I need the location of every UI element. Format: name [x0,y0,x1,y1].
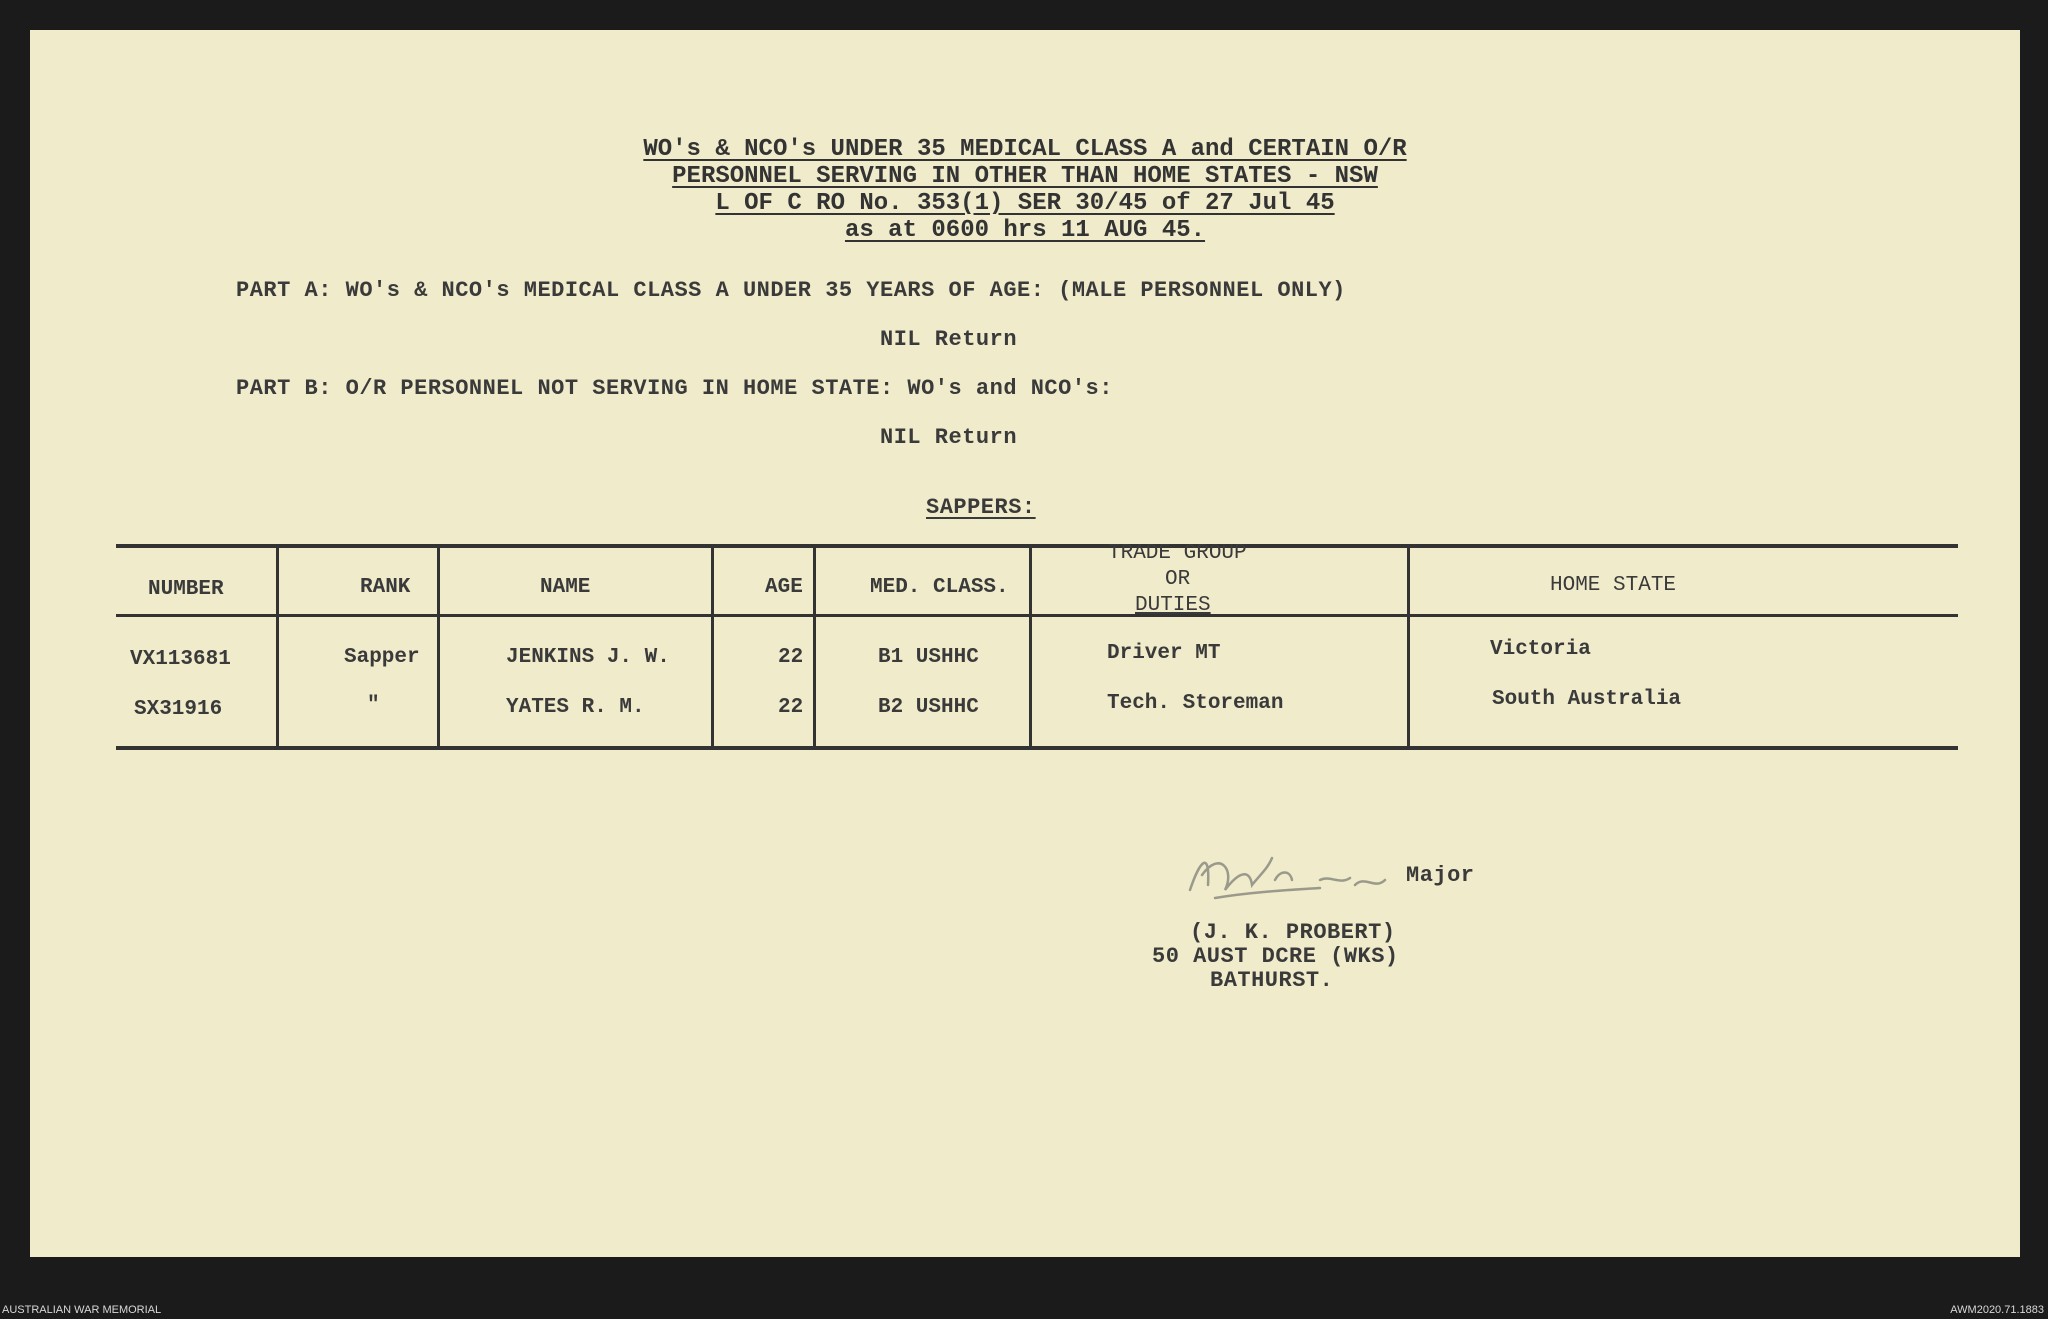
header-rank: RANK [360,576,411,599]
column-divider [711,548,714,748]
signature-name: (J. K. PROBERT) [1190,920,1396,945]
cell-trade: Tech. Storeman [1107,692,1284,715]
header-name: NAME [540,576,591,599]
table-bottom-rule [116,746,1958,750]
document-page [30,30,2020,1257]
cell-trade: Driver MT [1107,642,1221,665]
cell-name: JENKINS J. W. [506,646,670,669]
header-number: NUMBER [148,578,224,601]
section-title: SAPPERS: [926,495,1036,520]
cell-rank: " [367,694,380,717]
cell-home-state: South Australia [1492,688,1682,711]
column-divider [1029,548,1032,748]
part-a-label: PART A: WO's & NCO's MEDICAL CLASS A UNDER 35 YEARS OF AGE: (MALE PERSONNEL ONLY) [236,278,1346,303]
title-line-4: as at 0600 hrs 11 AUG 45. [844,217,1206,244]
table-header-rule [116,614,1958,617]
column-divider [1407,548,1410,748]
cell-home-state: Victoria [1490,638,1591,661]
footer-archive-name: AUSTRALIAN WAR MEMORIAL [2,1304,162,1316]
header-duties: DUTIES [1135,594,1211,617]
column-divider [813,548,816,748]
handwritten-signature [1180,830,1440,920]
title-line-2: PERSONNEL SERVING IN OTHER THAN HOME STATES - NSW [672,163,1378,190]
part-b-result: NIL Return [880,425,1018,450]
part-a-result: NIL Return [880,327,1018,352]
header-med-class: MED. CLASS. [870,576,1009,599]
part-b-label: PART B: O/R PERSONNEL NOT SERVING IN HOME STATE: WO's and NCO's: [236,376,1113,401]
header-home-state: HOME STATE [1550,574,1677,597]
cell-rank: Sapper [344,646,420,669]
column-divider [276,548,279,748]
cell-med-class: B2 USHHC [878,696,979,719]
header-trade-group: TRADE GROUP [1108,542,1247,565]
cell-age: 22 [778,646,804,669]
footer-accession-number: AWM2020.71.1883 [1950,1304,2044,1316]
signature-place: BATHURST. [1210,968,1334,993]
cell-age: 22 [778,696,804,719]
table-top-rule [116,544,1958,548]
title-line-3: L OF C RO No. 353(1) SER 30/45 of 27 Jul 45 [715,190,1335,217]
header-age: AGE [765,576,803,599]
column-divider [437,548,440,748]
header-trade-or: OR [1165,568,1191,591]
cell-number: SX31916 [134,698,223,721]
cell-med-class: B1 USHHC [878,646,979,669]
signature-unit: 50 AUST DCRE (WKS) [1152,944,1399,969]
title-line-1: WO's & NCO's UNDER 35 MEDICAL CLASS A and CERTAIN O/R [643,136,1407,163]
cell-name: YATES R. M. [506,696,645,719]
cell-number: VX113681 [130,648,231,671]
signature-rank: Major [1406,863,1475,888]
